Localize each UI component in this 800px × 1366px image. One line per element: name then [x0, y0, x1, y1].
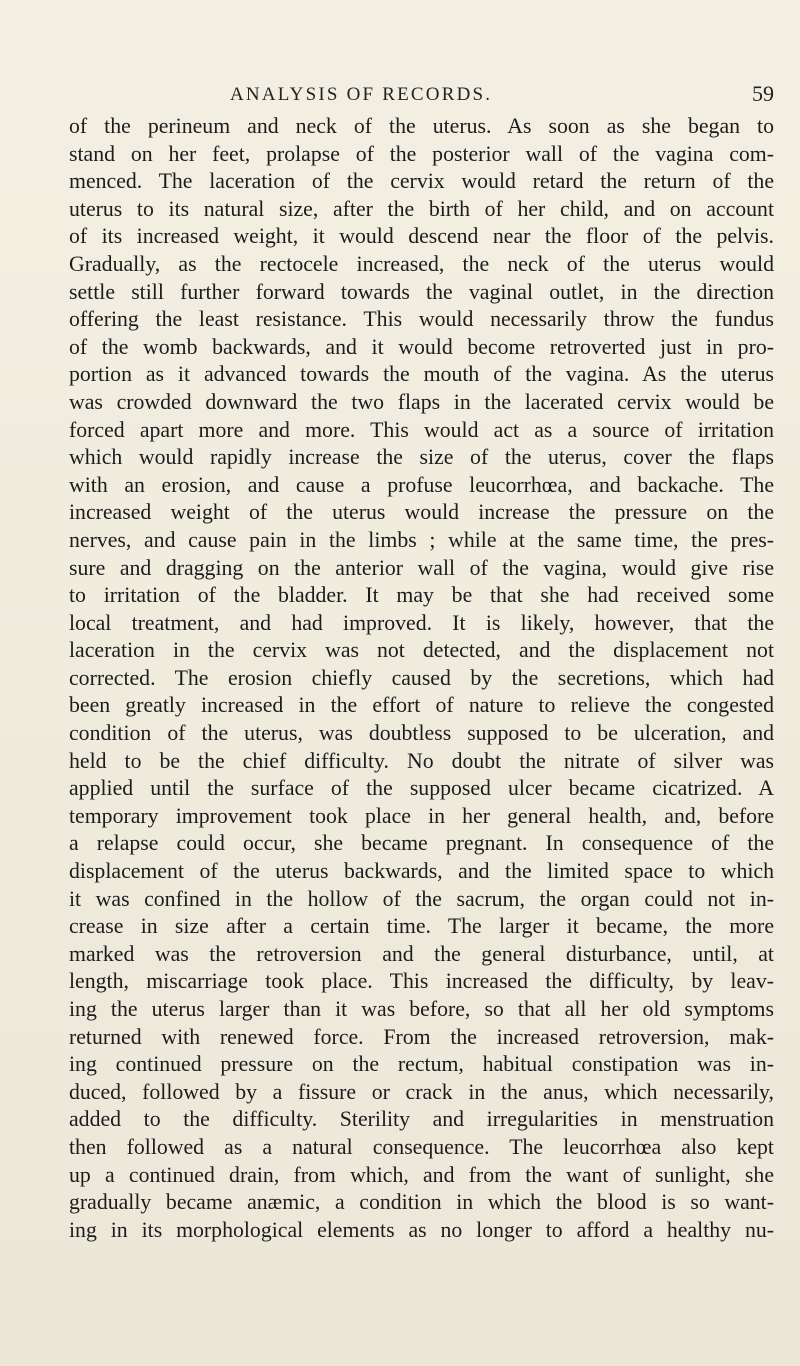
text-line: temporary improvement took place in her general health, and, before	[69, 803, 774, 828]
text-line: ing continued pressure on the rectum, habitual constipation was in-	[69, 1052, 774, 1077]
text-line: marked was the retroversion and the general disturbance, until, at	[69, 941, 774, 966]
text-line: it was confined in the hollow of the sacrum, the organ could not in-	[69, 886, 774, 911]
text-line: menced. The laceration of the cervix would retard the return of the	[69, 169, 774, 194]
text-line: laceration in the cervix was not detected, and the displacement not	[69, 638, 774, 663]
text-line: up a continued drain, from which, and from the want of sunlight, she	[69, 1162, 774, 1187]
text-line: stand on her feet, prolapse of the posterior wall of the vagina com-	[69, 141, 774, 166]
text-line: local treatment, and had improved. It is likely, however, that the	[69, 610, 774, 635]
text-line: displacement of the uterus backwards, and the limited space to which	[69, 859, 774, 884]
text-line: of the perineum and neck of the uterus. As soon as she began to	[69, 114, 774, 138]
text-line: ing the uterus larger than it was before, so that all her old symptoms	[69, 997, 774, 1021]
text-line: settle still further forward towards the vaginal outlet, in the direction	[69, 279, 774, 304]
text-line: increased weight of the uterus would increase the pressure on the	[69, 500, 774, 525]
text-line: sure and dragging on the anterior wall of the vagina, would give rise	[69, 555, 774, 580]
text-line: duced, followed by a fissure or crack in the anus, which necessarily,	[69, 1079, 774, 1104]
text-line: Gradually, as the rectocele increased, the neck of the uterus would	[69, 251, 774, 276]
running-head: ANALYSIS OF RECORDS.	[230, 84, 493, 105]
text-line: of its increased weight, it would descend near the floor of the pelvis.	[69, 224, 774, 249]
text-line: uterus to its natural size, after the birth of her child, and on account	[69, 196, 774, 221]
text-line: a relapse could occur, she became pregnant. In consequence of the	[69, 831, 774, 856]
page-number: 59	[752, 81, 774, 106]
text-line: crease in size after a certain time. The larger it became, the more	[69, 914, 774, 939]
text-line: held to be the chief difficulty. No doubt the nitrate of silver was	[69, 748, 774, 773]
text-line: applied until the surface of the supposed ulcer became cicatrized. A	[69, 776, 774, 801]
text-line: been greatly increased in the effort of nature to relieve the congested	[69, 693, 774, 718]
text-line: added to the difficulty. Sterility and irregularities in menstruation	[69, 1107, 774, 1132]
text-line: returned with renewed force. From the increased retroversion, mak-	[69, 1024, 774, 1049]
text-line: with an erosion, and cause a profuse leucorrhœa, and backache. The	[69, 472, 774, 497]
text-line: offering the least resistance. This would necessarily throw the fundus	[69, 307, 774, 332]
text-line: was crowded downward the two flaps in the lacerated cervix would be	[69, 389, 774, 414]
text-line: which would rapidly increase the size of the uterus, cover the flaps	[69, 445, 774, 470]
text-line: portion as it advanced towards the mouth of the vagina. As the uterus	[69, 362, 774, 387]
text-line: condition of the uterus, was doubtless supposed to be ulceration, and	[69, 721, 774, 746]
body-text	[69, 113, 774, 1244]
text-line: nerves, and cause pain in the limbs ; while at the same time, the pres-	[69, 527, 774, 552]
text-line: corrected. The erosion chiefly caused by the secretions, which had	[69, 665, 774, 690]
text-line: length, miscarriage took place. This increased the difficulty, by leav-	[69, 969, 774, 994]
text-line: of the womb backwards, and it would become retroverted just in pro-	[69, 334, 774, 359]
text-line: gradually became anæmic, a condition in which the blood is so want-	[69, 1190, 774, 1215]
text-line: to irritation of the bladder. It may be that she had received some	[69, 583, 774, 608]
text-line: then followed as a natural consequence. The leucorrhœa also kept	[69, 1134, 774, 1159]
text-line: forced apart more and more. This would act as a source of irritation	[69, 417, 774, 442]
text-line: ing in its morphological elements as no longer to afford a healthy nu-	[69, 1217, 774, 1242]
